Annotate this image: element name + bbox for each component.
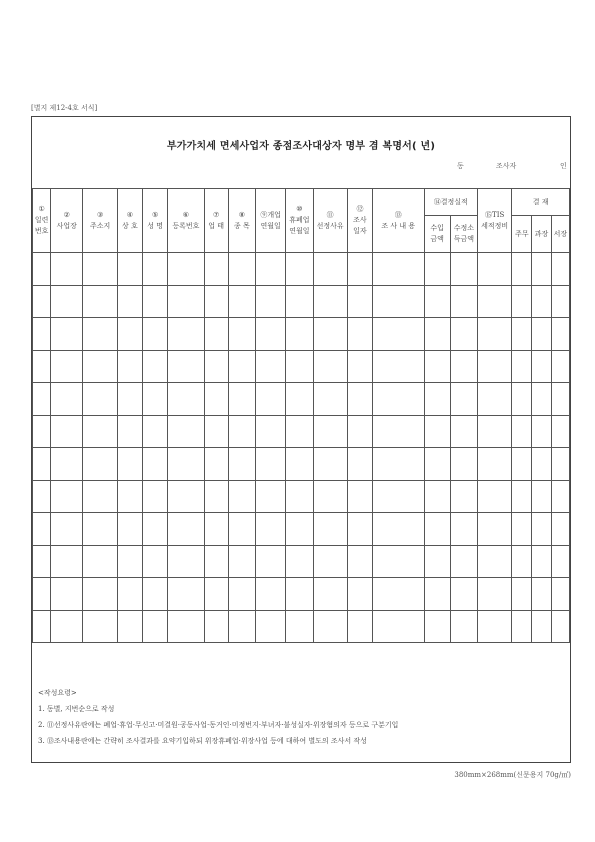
table-cell[interactable] [450, 415, 477, 448]
table-cell[interactable] [228, 285, 255, 318]
table-cell[interactable] [450, 318, 477, 351]
table-cell[interactable] [424, 545, 450, 578]
table-cell[interactable] [424, 448, 450, 481]
table-cell[interactable] [286, 578, 313, 611]
paper-spec: 380mm×268mm(신문용지 70g/㎡) [454, 771, 571, 779]
table-cell[interactable] [347, 578, 372, 611]
table-cell[interactable] [33, 383, 51, 416]
table-cell[interactable] [228, 350, 255, 383]
table-cell[interactable] [347, 610, 372, 643]
header-approval-manager: 주무 [512, 216, 532, 253]
table-cell[interactable] [450, 545, 477, 578]
table-cell[interactable] [313, 383, 347, 416]
table-cell[interactable] [512, 285, 532, 318]
header-income-amount: 수입 금액 [424, 216, 450, 253]
form-number: [별지 제12-4호 서식] [31, 104, 98, 112]
table-cell[interactable] [313, 545, 347, 578]
form-title: 부가가치세 면세사업자 종점조사대상자 명부 겸 복명서( 년) [166, 141, 436, 152]
header-trade-name: ④ 상 호 [117, 189, 142, 253]
table-cell[interactable] [51, 610, 83, 643]
table-cell[interactable] [204, 253, 228, 286]
table-cell[interactable] [256, 415, 286, 448]
header-survey-content: ⑬ 조 사 내 용 [373, 189, 424, 253]
table-cell[interactable] [168, 415, 204, 448]
table-cell[interactable] [347, 415, 372, 448]
table-cell[interactable] [512, 578, 532, 611]
table-cell[interactable] [204, 448, 228, 481]
table-cell[interactable] [256, 480, 286, 513]
table-cell[interactable] [512, 415, 532, 448]
table-cell[interactable] [256, 318, 286, 351]
table-cell[interactable] [117, 513, 142, 546]
table-cell[interactable] [551, 610, 569, 643]
table-cell[interactable] [142, 480, 167, 513]
header-business-type: ⑦ 업 태 [204, 189, 228, 253]
table-cell[interactable] [373, 545, 424, 578]
table-cell[interactable] [256, 578, 286, 611]
table-cell[interactable] [117, 383, 142, 416]
seal-label: 인 [560, 162, 567, 170]
table-cell[interactable] [373, 480, 424, 513]
table-cell[interactable] [33, 318, 51, 351]
table-cell[interactable] [532, 610, 551, 643]
table-cell[interactable] [424, 285, 450, 318]
table-cell[interactable] [228, 448, 255, 481]
table-cell[interactable] [51, 383, 83, 416]
table-cell[interactable] [373, 318, 424, 351]
table-cell[interactable] [142, 383, 167, 416]
table-cell[interactable] [478, 480, 512, 513]
table-cell[interactable] [51, 318, 83, 351]
table-cell[interactable] [532, 285, 551, 318]
table-cell[interactable] [228, 383, 255, 416]
table-cell[interactable] [286, 480, 313, 513]
table-cell[interactable] [256, 253, 286, 286]
table-cell[interactable] [83, 383, 117, 416]
table-cell[interactable] [512, 610, 532, 643]
table-cell[interactable] [168, 253, 204, 286]
table-cell[interactable] [168, 318, 204, 351]
table-cell[interactable] [117, 480, 142, 513]
table-cell[interactable] [142, 513, 167, 546]
table-cell[interactable] [256, 610, 286, 643]
table-cell[interactable] [478, 578, 512, 611]
header-selection-reason: ⑪ 선정사유 [313, 189, 347, 253]
table-cell[interactable] [450, 513, 477, 546]
table-cell[interactable] [256, 285, 286, 318]
table-cell[interactable] [204, 545, 228, 578]
header-approval: 결 재 [512, 189, 570, 216]
table-cell[interactable] [117, 578, 142, 611]
table-cell[interactable] [117, 545, 142, 578]
header-closure-date: ⑩ 휴폐업 연월일 [286, 189, 313, 253]
table-cell[interactable] [347, 448, 372, 481]
table-row [33, 253, 570, 286]
table-cell[interactable] [286, 545, 313, 578]
table-cell[interactable] [117, 448, 142, 481]
header-survey-date: ⑫ 조사 일자 [347, 189, 372, 253]
table-cell[interactable] [168, 350, 204, 383]
table-cell[interactable] [256, 513, 286, 546]
table-cell[interactable] [204, 285, 228, 318]
table-cell[interactable] [424, 513, 450, 546]
table-cell[interactable] [256, 350, 286, 383]
table-cell[interactable] [424, 318, 450, 351]
table-cell[interactable] [313, 285, 347, 318]
table-cell[interactable] [168, 383, 204, 416]
survey-table [32, 188, 570, 643]
table-cell[interactable] [551, 545, 569, 578]
writing-guide-item-3: 3. ⑬조사내용란에는 간략히 조사결과를 요약기입하되 위장휴폐업·위장사업 등에 대하여 별도의 조사서 작성 [38, 737, 367, 745]
table-cell[interactable] [51, 480, 83, 513]
table-cell[interactable] [313, 610, 347, 643]
table-row [33, 545, 570, 578]
table-cell[interactable] [373, 383, 424, 416]
table-cell[interactable] [168, 545, 204, 578]
table-cell[interactable] [83, 545, 117, 578]
table-cell[interactable] [347, 545, 372, 578]
table-cell[interactable] [83, 415, 117, 448]
table-cell[interactable] [286, 318, 313, 351]
table-cell[interactable] [313, 318, 347, 351]
table-cell[interactable] [168, 448, 204, 481]
table-cell[interactable] [117, 253, 142, 286]
table-cell[interactable] [228, 545, 255, 578]
investigator-label: 조사자 [496, 162, 517, 170]
table-cell[interactable] [532, 448, 551, 481]
table-cell[interactable] [33, 480, 51, 513]
table-cell[interactable] [286, 448, 313, 481]
table-cell[interactable] [51, 285, 83, 318]
header-revised-income: 수정소 득금액 [450, 216, 477, 253]
table-row [33, 480, 570, 513]
table-cell[interactable] [478, 545, 512, 578]
table-cell[interactable] [532, 513, 551, 546]
table-cell[interactable] [424, 383, 450, 416]
table-row [33, 383, 570, 416]
table-cell[interactable] [551, 415, 569, 448]
table-cell[interactable] [424, 415, 450, 448]
writing-guide [38, 685, 398, 749]
table-cell[interactable] [512, 513, 532, 546]
table-cell[interactable] [478, 253, 512, 286]
table-cell[interactable] [424, 610, 450, 643]
table-cell[interactable] [424, 480, 450, 513]
table-cell[interactable] [142, 448, 167, 481]
table-cell[interactable] [478, 350, 512, 383]
table-cell[interactable] [450, 480, 477, 513]
table-cell[interactable] [256, 545, 286, 578]
table-cell[interactable] [478, 383, 512, 416]
table-cell[interactable] [117, 610, 142, 643]
table-row [33, 448, 570, 481]
table-cell[interactable] [33, 578, 51, 611]
table-cell[interactable] [204, 578, 228, 611]
table-cell[interactable] [347, 318, 372, 351]
table-cell[interactable] [228, 253, 255, 286]
header-address: ③ 주소지 [83, 189, 117, 253]
table-cell[interactable] [51, 253, 83, 286]
table-cell[interactable] [51, 448, 83, 481]
table-cell[interactable] [204, 513, 228, 546]
header-registration-no: ⑥ 등록번호 [168, 189, 204, 253]
table-cell[interactable] [228, 480, 255, 513]
table-cell[interactable] [286, 285, 313, 318]
table-cell[interactable] [286, 610, 313, 643]
table-cell[interactable] [532, 545, 551, 578]
table-cell[interactable] [512, 350, 532, 383]
table-cell[interactable] [450, 610, 477, 643]
table-cell[interactable] [551, 480, 569, 513]
table-cell[interactable] [117, 415, 142, 448]
table-cell[interactable] [33, 610, 51, 643]
table-cell[interactable] [286, 415, 313, 448]
header-business-place: ② 사업장 [51, 189, 83, 253]
table-cell[interactable] [286, 383, 313, 416]
table-cell[interactable] [551, 383, 569, 416]
table-cell[interactable] [83, 253, 117, 286]
header-opening-date: ⑨개업 연월일 [256, 189, 286, 253]
table-cell[interactable] [551, 513, 569, 546]
table-cell[interactable] [313, 448, 347, 481]
table-cell[interactable] [313, 253, 347, 286]
table-row [33, 350, 570, 383]
table-cell[interactable] [33, 448, 51, 481]
table-cell[interactable] [83, 578, 117, 611]
table-cell[interactable] [204, 480, 228, 513]
table-cell[interactable] [204, 415, 228, 448]
table-cell[interactable] [551, 578, 569, 611]
table-cell[interactable] [424, 578, 450, 611]
table-row [33, 318, 570, 351]
table-cell[interactable] [83, 448, 117, 481]
table-cell[interactable] [33, 253, 51, 286]
header-name: ⑤ 성 명 [142, 189, 167, 253]
table-cell[interactable] [512, 253, 532, 286]
table-cell[interactable] [532, 383, 551, 416]
table-cell[interactable] [83, 350, 117, 383]
table-cell[interactable] [256, 448, 286, 481]
table-cell[interactable] [204, 383, 228, 416]
table-cell[interactable] [228, 318, 255, 351]
table-cell[interactable] [228, 578, 255, 611]
table-cell[interactable] [478, 285, 512, 318]
table-cell[interactable] [373, 448, 424, 481]
table-cell[interactable] [532, 480, 551, 513]
table-cell[interactable] [228, 610, 255, 643]
table-cell[interactable] [33, 545, 51, 578]
table-cell[interactable] [512, 448, 532, 481]
form-frame [31, 116, 571, 763]
table-cell[interactable] [373, 285, 424, 318]
table-row [33, 513, 570, 546]
table-cell[interactable] [313, 415, 347, 448]
header-approval-director: 서장 [551, 216, 569, 253]
table-cell[interactable] [512, 383, 532, 416]
writing-guide-item-1: 1. 동별, 지번순으로 작성 [38, 705, 115, 713]
table-cell[interactable] [313, 578, 347, 611]
table-cell[interactable] [142, 285, 167, 318]
table-cell[interactable] [313, 513, 347, 546]
table-cell[interactable] [51, 415, 83, 448]
table-cell[interactable] [204, 610, 228, 643]
table-cell[interactable] [512, 318, 532, 351]
table-cell[interactable] [450, 253, 477, 286]
table-cell[interactable] [228, 415, 255, 448]
table-cell[interactable] [142, 350, 167, 383]
table-cell[interactable] [142, 578, 167, 611]
table-cell[interactable] [450, 350, 477, 383]
table-cell[interactable] [286, 350, 313, 383]
header-approval-section-chief: 과장 [532, 216, 551, 253]
table-cell[interactable] [168, 513, 204, 546]
table-cell[interactable] [478, 318, 512, 351]
table-cell[interactable] [373, 253, 424, 286]
table-cell[interactable] [347, 383, 372, 416]
table-cell[interactable] [168, 480, 204, 513]
table-row [33, 415, 570, 448]
table-cell[interactable] [512, 545, 532, 578]
table-row [33, 285, 570, 318]
table-cell[interactable] [256, 383, 286, 416]
table-cell[interactable] [117, 318, 142, 351]
writing-guide-item-2: 2. ⑪선정사유란에는 폐업·휴업·무신고·미결원·공동사업·동거인·미정번지·부녀자·불성실자·위장혐의자 등으로 구분기입 [38, 721, 399, 729]
header-serial-no: ① 일련 번호 [33, 189, 51, 253]
table-cell[interactable] [347, 285, 372, 318]
table-cell[interactable] [551, 350, 569, 383]
table-row [33, 610, 570, 643]
table-cell[interactable] [478, 448, 512, 481]
table-cell[interactable] [532, 578, 551, 611]
table-cell[interactable] [142, 415, 167, 448]
table-cell[interactable] [286, 513, 313, 546]
table-cell[interactable] [551, 253, 569, 286]
table-cell[interactable] [313, 350, 347, 383]
table-row [33, 578, 570, 611]
table-cell[interactable] [532, 318, 551, 351]
table-cell[interactable] [424, 350, 450, 383]
table-cell[interactable] [347, 253, 372, 286]
table-cell[interactable] [142, 545, 167, 578]
table-cell[interactable] [373, 610, 424, 643]
table-cell[interactable] [286, 253, 313, 286]
table-cell[interactable] [551, 448, 569, 481]
table-cell[interactable] [83, 318, 117, 351]
table-cell[interactable] [33, 350, 51, 383]
table-cell[interactable] [551, 318, 569, 351]
table-cell[interactable] [204, 350, 228, 383]
table-cell[interactable] [532, 350, 551, 383]
table-cell[interactable] [532, 253, 551, 286]
table-cell[interactable] [168, 285, 204, 318]
table-cell[interactable] [83, 513, 117, 546]
table-cell[interactable] [51, 513, 83, 546]
table-cell[interactable] [33, 415, 51, 448]
table-cell[interactable] [347, 513, 372, 546]
table-cell[interactable] [142, 610, 167, 643]
table-cell[interactable] [373, 350, 424, 383]
header-tis: ⑮TIS 세적정비 [478, 189, 512, 253]
header-decision-results: ⑭결정실적 [424, 189, 477, 216]
table-cell[interactable] [228, 513, 255, 546]
table-cell[interactable] [478, 415, 512, 448]
table-cell[interactable] [532, 415, 551, 448]
table-cell[interactable] [142, 318, 167, 351]
table-cell[interactable] [373, 578, 424, 611]
table-cell[interactable] [117, 350, 142, 383]
table-cell[interactable] [450, 383, 477, 416]
table-cell[interactable] [478, 513, 512, 546]
table-cell[interactable] [168, 578, 204, 611]
table-cell[interactable] [450, 578, 477, 611]
table-cell[interactable] [424, 253, 450, 286]
table-cell[interactable] [313, 480, 347, 513]
table-cell[interactable] [450, 448, 477, 481]
header-business-item: ⑧ 종 목 [228, 189, 255, 253]
table-cell[interactable] [51, 350, 83, 383]
table-cell[interactable] [204, 318, 228, 351]
table-cell[interactable] [33, 285, 51, 318]
writing-guide-heading: <작성요령> [38, 689, 77, 697]
table-cell[interactable] [551, 285, 569, 318]
table-cell[interactable] [83, 480, 117, 513]
table-cell[interactable] [347, 480, 372, 513]
table-cell[interactable] [51, 545, 83, 578]
dept-label: 동 [457, 162, 464, 170]
table-cell[interactable] [83, 285, 117, 318]
table-cell[interactable] [373, 513, 424, 546]
table-cell[interactable] [450, 285, 477, 318]
table-cell[interactable] [117, 285, 142, 318]
table-cell[interactable] [373, 415, 424, 448]
table-cell[interactable] [33, 513, 51, 546]
table-cell[interactable] [168, 610, 204, 643]
table-cell[interactable] [83, 610, 117, 643]
table-cell[interactable] [512, 480, 532, 513]
table-cell[interactable] [478, 610, 512, 643]
table-cell[interactable] [51, 578, 83, 611]
table-cell[interactable] [347, 350, 372, 383]
table-cell[interactable] [142, 253, 167, 286]
